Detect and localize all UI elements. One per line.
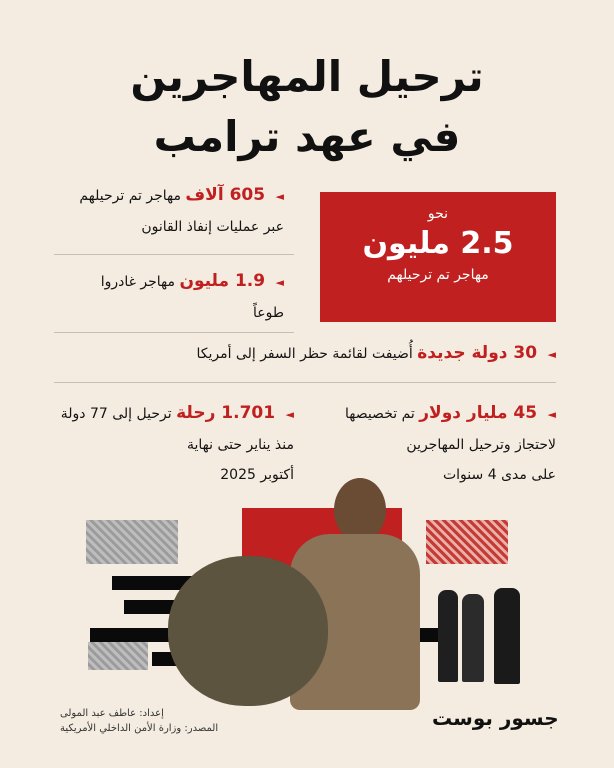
stat-value: 605 آلاف	[185, 185, 266, 205]
stat-deported-law-enforcement	[24, 180, 284, 242]
stat-text: ترحيل إلى 77 دولة	[60, 406, 172, 422]
plane-photo	[88, 642, 148, 670]
highlight-box	[320, 192, 556, 322]
officer-figure	[494, 588, 520, 684]
stat-text-2: منذ يناير حتى نهاية	[187, 437, 294, 453]
protest-photo	[426, 520, 508, 564]
stat-travel-ban	[56, 338, 556, 370]
person-head	[334, 478, 386, 542]
stat-text: مهاجر غادروا	[100, 274, 175, 290]
triangle-marker-icon: ◄	[547, 348, 556, 361]
stat-value: 1.9 مليون	[179, 271, 266, 291]
highlight-suffix: مهاجر تم ترحيلهم	[387, 267, 489, 283]
title-line-2: في عهد ترامب	[153, 112, 461, 161]
stat-text-2: لاحتجاز وترحيل المهاجرين	[406, 437, 556, 453]
divider	[54, 382, 556, 383]
triangle-marker-icon: ◄	[275, 190, 284, 203]
backpack-image	[168, 556, 328, 706]
brand-logo: جسور بوست	[432, 706, 559, 730]
stat-value: 30 دولة جديدة	[417, 343, 538, 363]
stat-text-3: أكتوبر 2025	[220, 467, 294, 483]
title-line-1: ترحيل المهاجرين	[130, 52, 484, 101]
officer-figure	[438, 590, 458, 682]
stat-text: مهاجر تم ترحيلهم	[79, 188, 181, 204]
stat-text: تم تخصيصها	[344, 406, 415, 422]
stat-text-3: على مدى 4 سنوات	[442, 467, 556, 483]
credits	[60, 708, 240, 734]
stat-value: 1.701 رحلة	[176, 403, 276, 423]
highlight-prefix: نحو	[427, 206, 449, 222]
stat-voluntary-departure	[24, 266, 284, 328]
crowd-photo	[86, 520, 178, 564]
triangle-marker-icon: ◄	[547, 408, 556, 421]
stat-text: أُضيفت لقائمة حظر السفر إلى أمريكا	[196, 346, 413, 362]
divider	[54, 254, 294, 255]
highlight-value: 2.5 مليون	[362, 226, 514, 261]
stat-text-2: طوعاً	[253, 305, 284, 321]
divider	[54, 332, 294, 333]
stat-budget	[306, 398, 556, 490]
source: المصدر: وزارة الأمن الداخلي الأمريكية	[60, 723, 219, 734]
triangle-marker-icon: ◄	[285, 408, 294, 421]
prepared-by: إعداد: عاطف عبد المولى	[60, 708, 164, 719]
detainee-figure	[462, 594, 484, 682]
stat-value: 45 مليار دولار	[419, 403, 538, 423]
stat-flights	[44, 398, 294, 490]
stat-text-2: عبر عمليات إنفاذ القانون	[141, 219, 284, 235]
triangle-marker-icon: ◄	[275, 276, 284, 289]
